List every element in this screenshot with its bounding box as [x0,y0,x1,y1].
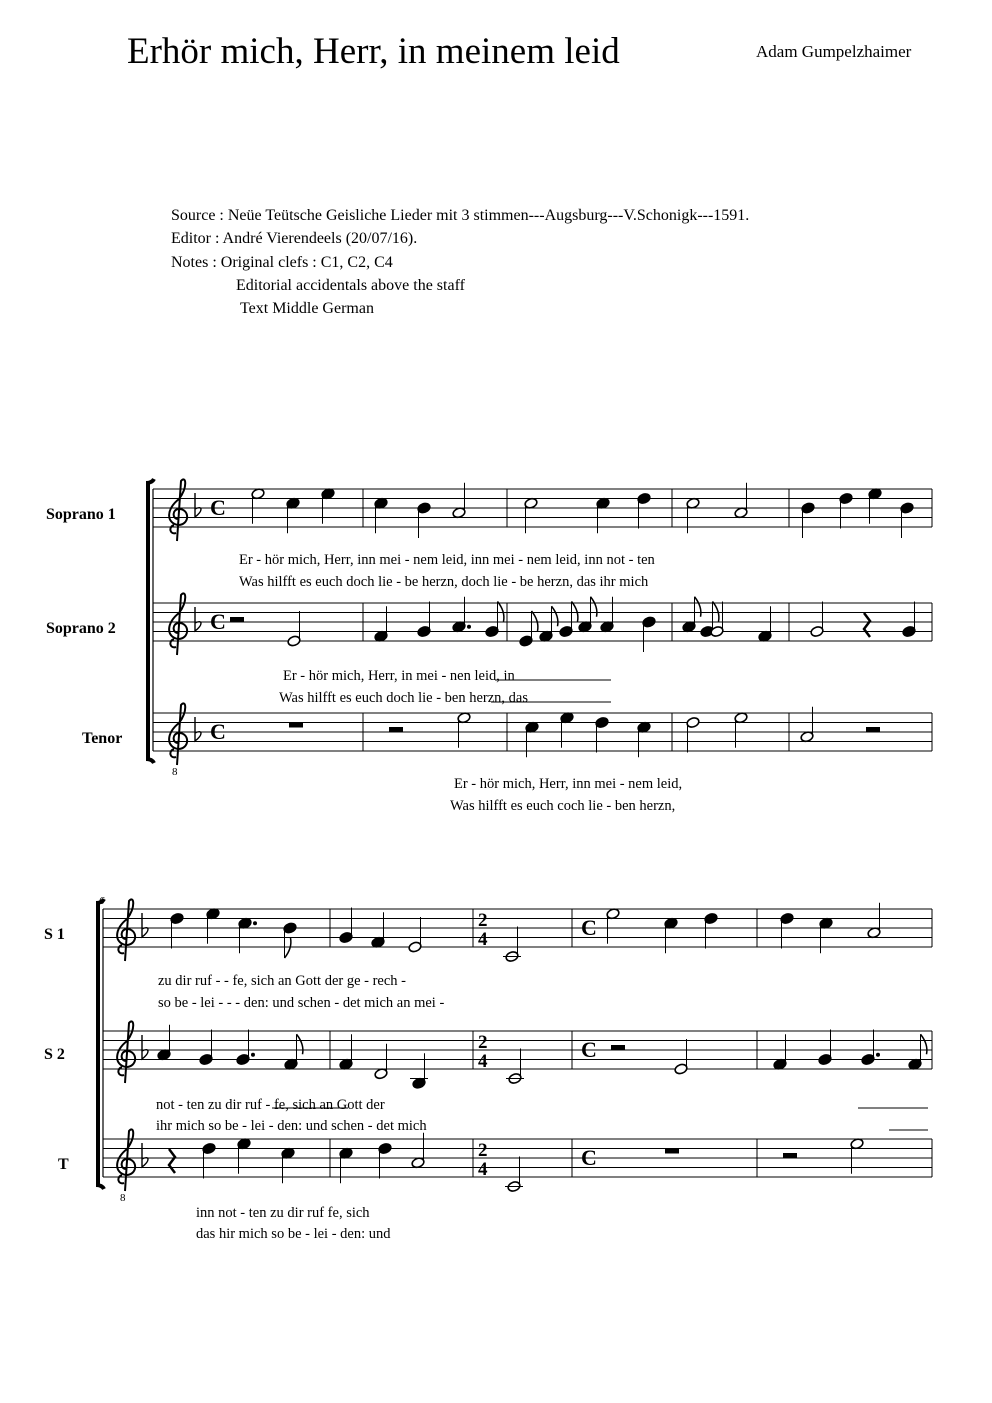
composer-name: Adam Gumpelzhaimer [756,42,912,61]
note-head [283,922,297,934]
time-signature-4: 4 [478,1159,488,1180]
time-signature-2: 2 [478,910,488,931]
note-head [417,625,431,637]
half-rest [389,727,403,732]
staff-label-s2: S 2 [44,1046,65,1063]
note-flag [921,1034,927,1054]
source-line: Source : Neüe Teütsche Geisliche Lieder mit 3 stimmen---Augsburg---V.Schonigk---1591. [171,207,750,224]
quarter-rest [864,613,870,637]
lyric-t-verse2-sys2: das hir mich so be - lei - den: und [196,1226,391,1242]
quarter-rest [169,1149,175,1173]
half-rest [611,1045,625,1050]
note-head [287,635,301,647]
note-flag [498,602,504,622]
lyric-s1-verse2: Was hilfft es euch doch lie - be herzn, doch lie - be herzn, das ihr mich [239,574,649,590]
staff-label-tenor: Tenor [82,730,123,747]
note-head [595,716,609,728]
note-flag [285,938,291,958]
lyric-t-verse1: Er - hör mich, Herr, inn mei - nem leid, [454,776,683,792]
time-signature-common: C [210,495,226,520]
lyric-t-verse1-sys2: inn not - ten zu dir ruf fe, sich [196,1205,370,1221]
note-head [637,492,651,504]
half-rest [866,727,880,732]
note-flag [695,597,701,617]
flat-key-signature [142,1035,148,1059]
note-flag [713,602,719,622]
notes-layer [157,483,928,1193]
note-head [674,1063,688,1075]
note-head [199,1053,213,1065]
note-dot [467,625,471,629]
flat-key-signature [195,717,201,741]
note-head [780,912,794,924]
time-signature-4: 4 [478,1051,488,1072]
note-flag [532,611,538,631]
staff-label-s1: S 1 [44,926,65,943]
note-head [559,625,573,637]
flat-key-signature [142,1143,148,1167]
note-flag [572,602,578,622]
lyric-s2-verse2-sys2: ihr mich so be - lei - den: und schen - det mich [156,1118,427,1134]
time-signature-4: 4 [478,929,488,950]
lyric-s2-verse1-sys2: not - ten zu dir ruf - fe, sich an Gott der [156,1097,385,1113]
note-head [485,625,499,637]
note-flag [591,597,597,617]
time-signature-common: C [581,1145,597,1170]
note-head [801,502,815,514]
note-head [339,931,353,943]
whole-rest [289,723,303,728]
note-flag [297,1034,303,1054]
editor-line: Editor : André Vierendeels (20/07/16). [171,230,418,247]
notes-line: Notes : Original clefs : C1, C2, C4 [171,254,393,271]
time-signature-common: C [581,1037,597,1062]
note-flag [552,606,558,626]
staff-label-soprano-2: Soprano 2 [46,620,116,637]
flat-key-signature [195,607,201,631]
lyric-s2-verse1: Er - hör mich, Herr, in mei - nen leid, in [283,668,515,684]
notes-language-line: Text Middle German [240,300,374,317]
note-head [902,625,916,637]
lyric-s1-verse1: Er - hör mich, Herr, inn mei - nem leid, inn mei - nem leid, inn not - ten [239,552,655,568]
note-head [202,1142,216,1154]
lyric-t-verse2: Was hilfft es euch coch lie - ben herzn, [450,798,676,814]
note-head [170,912,184,924]
notes-clefs-line: Editorial accidentals above the staff [236,277,465,294]
flat-key-signature [142,913,148,937]
note-dot [251,1053,255,1057]
note-head [408,941,422,953]
note-head [818,1053,832,1065]
whole-rest [665,1149,679,1154]
note-head [519,635,533,647]
half-rest [783,1153,797,1158]
time-signature-common: C [581,915,597,940]
note-head [861,1053,875,1065]
note-head [417,502,431,514]
clef-octave-8: 8 [172,766,178,778]
flat-key-signature [195,493,201,517]
measure-number: 6 [99,895,105,907]
note-dot [876,1053,880,1057]
clefs-and-signatures [99,479,597,1204]
clef-octave-8: 8 [120,1192,126,1204]
lyric-s1-verse2-sys2: so be - lei - - - den: und schen - det mich an mei - [158,995,445,1011]
time-signature-2: 2 [478,1032,488,1053]
time-signature-common: C [210,719,226,744]
piece-title: Erhör mich, Herr, in meinem leid [127,31,620,72]
lyric-s2-verse2: Was hilfft es euch doch lie - ben herzn, das [279,690,529,706]
note-head [810,625,824,637]
note-head [839,492,853,504]
staff-label-soprano-1: Soprano 1 [46,506,116,523]
note-head [686,716,700,728]
note-dot [253,921,257,925]
note-head [704,912,718,924]
note-head [642,616,656,628]
half-rest [230,617,244,622]
note-head [378,1142,392,1154]
note-head [236,1053,250,1065]
staff-label-t: T [58,1156,69,1173]
note-head [900,502,914,514]
time-signature-common: C [210,609,226,634]
time-signature-2: 2 [478,1140,488,1161]
lyric-s1-verse1-sys2: zu dir ruf - - fe, sich an Gott der ge - rech - [158,973,407,989]
